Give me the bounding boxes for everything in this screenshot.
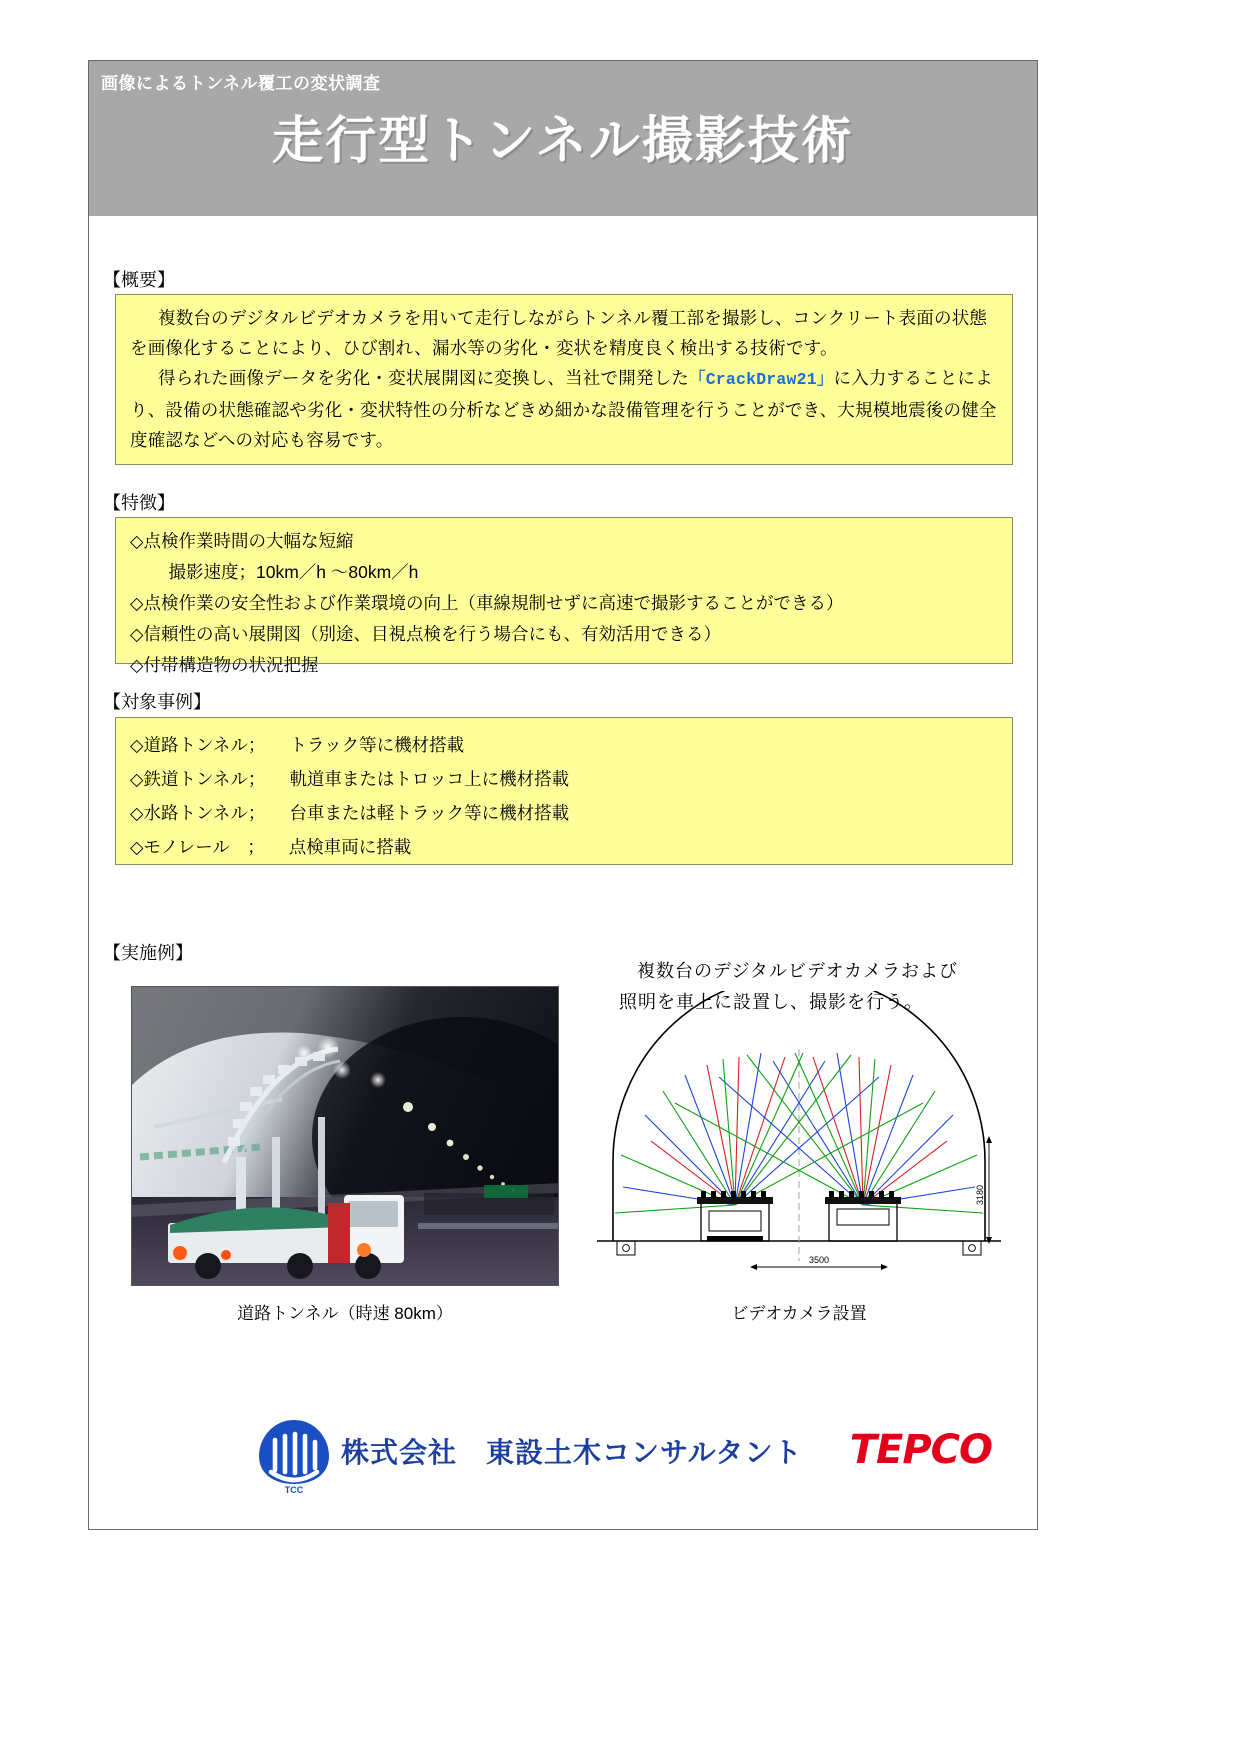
target-name: ◇道路トンネル；	[130, 735, 266, 755]
examples-label: 【実施例】	[103, 943, 193, 963]
target-row	[130, 830, 998, 864]
overview-paragraph-2	[130, 363, 998, 455]
target-name: ◇水路トンネル；	[130, 803, 266, 823]
overview-paragraph-1: 複数台のデジタルビデオカメラを用いて走行しながらトンネル覆工部を撮影し、コンクリート表面の状態を画像化することにより、ひび割れ、漏水等の劣化・変状を精度良く検出する技術です。	[130, 308, 988, 358]
tunnel-photo-svg	[132, 987, 559, 1286]
poster-page	[88, 60, 1038, 1530]
target-row	[130, 796, 998, 830]
overview-para2-part1: 得られた画像データを劣化・変状展開図に変換し、当社で開発した	[158, 368, 689, 388]
tcc-logo-icon	[249, 1414, 339, 1494]
target-row	[130, 762, 998, 796]
features-box	[115, 517, 1013, 675]
tepco-logo: TEPCO	[849, 1427, 992, 1473]
footer-logos	[89, 1409, 1037, 1499]
camera-setup-svg	[589, 991, 1009, 1291]
company-name: 株式会社 東設土木コンサルタント	[341, 1437, 803, 1468]
diagram-note-line-1: 複数台のデジタルビデオカメラおよび	[637, 961, 959, 981]
diagram-height-dim: 3180	[975, 1184, 985, 1206]
overview-box	[115, 294, 1013, 465]
target-row	[130, 728, 998, 762]
photo-caption: 道路トンネル（時速 80km）	[237, 1304, 453, 1323]
diagram-caption: ビデオカメラ設置	[731, 1304, 867, 1323]
tunnel-photo	[131, 986, 559, 1286]
page-header	[89, 61, 1037, 216]
header-subtitle: 画像によるトンネル覆工の変状調査	[101, 74, 381, 93]
truck-rear-view	[697, 1191, 773, 1241]
target-name: ◇モノレール ；	[130, 837, 265, 857]
target-value: 軌道車またはトロッコ上に機材搭載	[289, 769, 570, 789]
product-name: 「CrackDraw21」	[689, 370, 834, 389]
targets-box	[115, 717, 1013, 865]
feature-item: ◇点検作業の安全性および作業環境の向上（車線規制せずに高速で撮影することができる）	[130, 593, 844, 613]
feature-item: ◇点検作業時間の大幅な短縮	[130, 531, 354, 551]
page-title: 走行型トンネル撮影技術	[272, 112, 854, 169]
truck-front-view	[825, 1191, 901, 1241]
diagram-note-line-2: 照明を車上に設置し、撮影を行う。	[619, 992, 923, 1012]
features-label: 【特徴】	[103, 493, 175, 513]
target-value: 台車または軽トラック等に機材搭載	[289, 803, 570, 823]
overview-para2-part2: に入力することにより、設備の状態確認や劣化・変状特性の分析などきめ細かな設備管理を行うことができ、大規模地震後の健全度確認などへの対応も容易です。	[130, 368, 997, 450]
feature-item: 撮影速度；10km／h ～80km／h	[168, 562, 419, 582]
diagram-width-dim: 3500	[808, 1255, 830, 1265]
tcc-mark-text: TCC	[284, 1485, 304, 1494]
feature-item: ◇信頼性の高い展開図（別途、目視点検を行う場合にも、有効活用できる）	[130, 624, 721, 644]
target-value: 点検車両に搭載	[288, 837, 412, 857]
targets-label: 【対象事例】	[103, 692, 211, 712]
feature-item: ◇付帯構造物の状況把握	[130, 655, 319, 675]
camera-setup-diagram	[589, 991, 1009, 1291]
overview-label: 【概要】	[103, 270, 175, 290]
target-value: トラック等に機材搭載	[289, 735, 465, 755]
target-name: ◇鉄道トンネル；	[130, 769, 266, 789]
